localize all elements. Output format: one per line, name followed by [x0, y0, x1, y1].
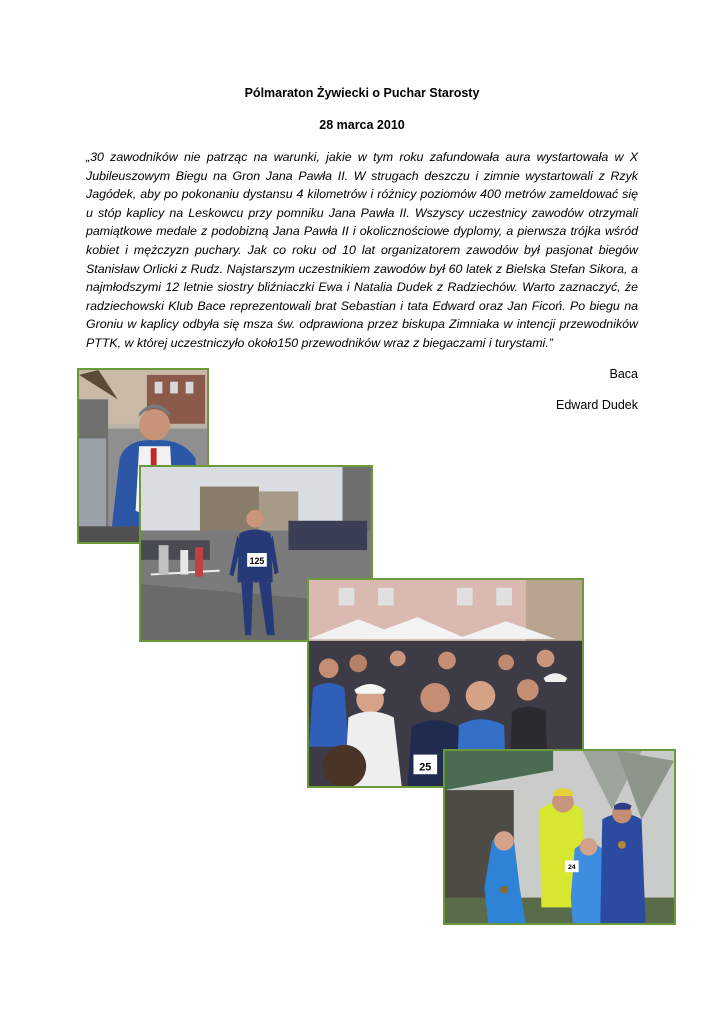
document-body: „30 zawodników nie patrząc na warunki, jakie w tym roku zafundowała aura wystartowała w X Jubileuszowym Biegu na Gron Jana Pawła II. W strugach deszczu i zimnie wystartowali z Rzyk Jagódek, aby po pokonaniu dystansu 4 kilometrów i różnicy poziomów 400 metrów zameldować się u stóp kaplicy na Leskowcu przy pomniku Jana Pawła II. Wszyscy uczestnicy zawodów otrzymali pamiątkowe medale z podobizną Jana Pawła II i okolicznościowe dyplomy, a pierwsza trójka wśród kobiet i mężczyzn puchary. Jak co roku od 10 lat organizatorem zawodów był pasjonat biegów Stanisław Orlicki z Rudz. Najstarszym uczestnikiem zawodów był 60 latek z Bielska Stefan Sikora, a najmłodszymi 12 letnie siostry bliźniaczki Ewa i Natalia Dudek z Radziechów. Warto zaznaczyć, że radziechowski Klub Bace reprezentowali brat Sebastian i tata Edward oraz Jan Ficoń. Po biegu na Groniu w kaplicy odbyła się msza św. odprawiona przez biskupa Zimniaka w intencji przewodników PTTK, w której uczestniczyło około150 przewodników wraz z biegaczami i turystami.” [86, 150, 638, 350]
photo-family-with-medals-image [445, 751, 674, 923]
signature-nickname: Baca [609, 367, 638, 381]
bib-number-125: 125 [249, 555, 265, 566]
bib-number-24: 24 [567, 864, 576, 872]
signature-name: Edward Dudek [556, 398, 638, 412]
document-title: Pólmaraton Żywiecki o Puchar Starosty [244, 86, 480, 100]
bib-number-25: 25 [419, 761, 432, 774]
document-date: 28 marca 2010 [319, 118, 405, 132]
photo-family-with-medals [443, 749, 676, 925]
